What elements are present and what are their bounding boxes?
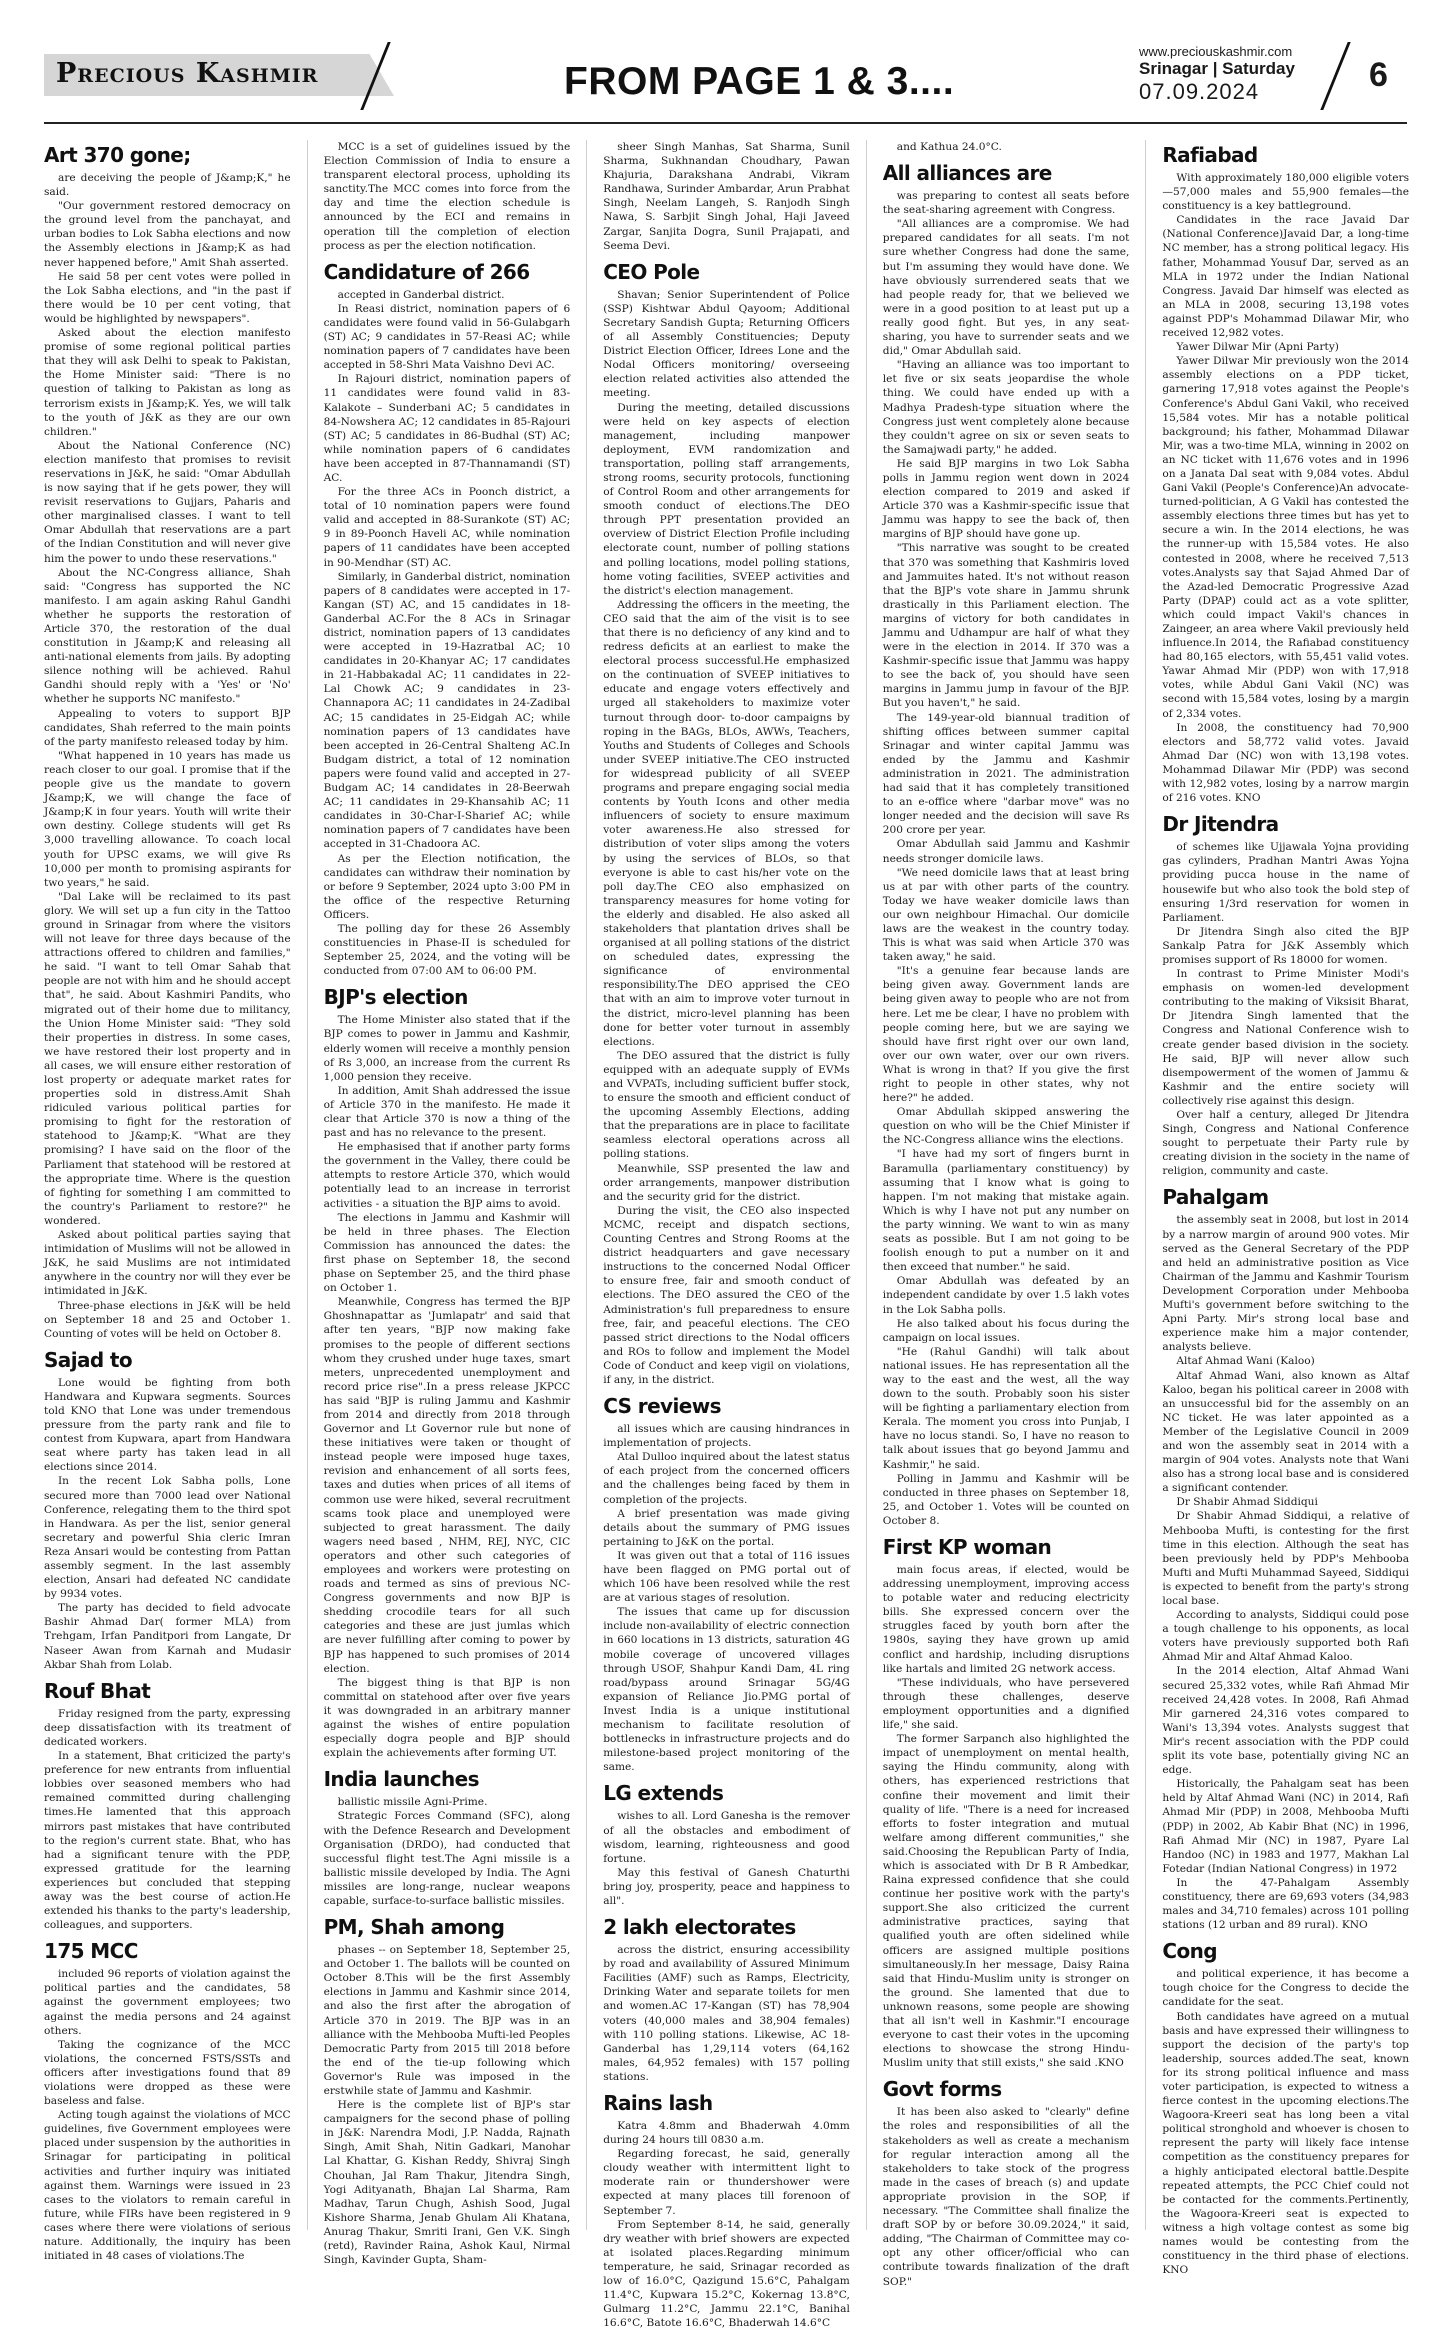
issue-date: 07.09.2024 — [1139, 79, 1260, 104]
article-section — [324, 259, 571, 979]
article-paragraph: the assembly seat in 2008, but lost in 2014 by a narrow margin of around 900 votes. Mir served as the General Secretary of the PDP and held an administrative position as Vice Chairman of the Jammu and Kashmir Tourism Development Corporation under Mehbooba Mufti's government before switching to the Apni Party. Mir's strong local base and experience make him a major contender, analysts believe. — [1162, 1214, 1410, 1354]
article-heading: Dr Jitendra — [1162, 812, 1279, 837]
article-paragraph: ballistic missile Agni-Prime. — [337, 1796, 488, 1809]
article-heading: 175 MCC — [44, 1939, 138, 1964]
article-paragraph: and political experience, it has become a tough choice for the Congress to decide the candidate for the seat. — [1162, 1968, 1410, 2009]
article-paragraph: was preparing to contest all seats before the seat-sharing agreement with Congress. — [882, 190, 1130, 217]
article-paragraph: In Reasi district, nomination papers of 6 candidates were found valid in 56-Gulabgarh (ST) AC; 9 candidates in 57-Reasi AC; while nomination papers of 7 candidates have been accepted in 58-Shri Mata Vaishno Devi AC. — [323, 302, 571, 372]
article-paragraph: With approximately 180,000 eligible voters—57,000 males and 55,900 females—the constituency is a key battleground. — [1162, 172, 1410, 213]
article-paragraph: He also talked about his focus during the campaign on local issues. — [882, 1317, 1130, 1344]
article-section — [1162, 1938, 1409, 2277]
article-section — [324, 984, 571, 1760]
masthead-meta — [1139, 44, 1329, 105]
article-paragraph: Regarding forecast, he said, generally cloudy weather with intermittent light to moderate rain or thundershower were expected at many places till forenoon of September 7. — [603, 2148, 850, 2217]
article-paragraph: About the NC-Congress alliance, Shah said: "Congress has supported the NC manifesto. I am again asking Rahul Gandhi whether he supports the restoration of Article 370, the restoration of the dual constitution in J&amp;K and releasing all anti-national elements from jails. By adopting silence nothing will be achieved. Rahul Gandhi should reply with a 'Yes' or 'No' whether he supports NC manifesto." — [44, 566, 291, 706]
article-paragraph: wishes to all. Lord Ganesha is the remover of all the obstacles and embodiment of wisdom, learning, righteousness and good fortune. — [603, 1810, 850, 1865]
article-paragraph: He emphasised that if another party forms the government in the Valley, there could be attempts to restore Article 370, which would potentially lead to an increase in terrorist activities - a situation the BJP aims to avoid. — [323, 1141, 571, 1210]
article-paragraph: Omar Abdullah said Jammu and Kashmir needs stronger domicile laws. — [882, 838, 1130, 865]
article-paragraph: included 96 reports of violation against the political parties and the candidates, 58 against the government employees; two against the media persons and 24 against others. — [44, 1968, 291, 2037]
article-section — [324, 140, 571, 253]
article-section — [603, 1914, 850, 2084]
article-paragraph: About the National Conference (NC) election manifesto that promises to revisit reservations in J&K, he said: "Omar Abdullah is now saying that if he gets power, they will revisit reservations to Gujjars, Paharis and other marginalised classes. I want to tell Omar Abdullah that reservations are a part of the Indian Constitution and will never give him the power to undo these reservations." — [44, 439, 291, 565]
article-section — [603, 2090, 850, 2330]
brand-logo: Precious Kashmir — [56, 58, 319, 89]
article-section — [883, 160, 1130, 1528]
section-title: FROM PAGE 1 & 3.... — [564, 60, 955, 103]
article-paragraph: Altaf Ahmad Wani (Kaloo) — [1176, 1355, 1315, 1368]
article-paragraph: Shavan; Senior Superintendent of Police (SSP) Kishtwar Abdul Qayoom; Additional Secretary Sandish Gupta; Returning Officers of all Assembly Constituencies; Deputy District Election Officer, Idrees Lone and the Nodal Officers monitoring/ overseeing election related activities also attended the meeting. — [603, 288, 850, 400]
article-heading: Rafiabad — [1162, 143, 1258, 167]
article-paragraph: Yawer Dilwar Mir (Apni Party) — [1176, 341, 1339, 354]
article-paragraph: Appealing to voters to support BJP candidates, Shah referred to the main points of the party manifesto released today by him. — [44, 707, 291, 748]
column-2 — [323, 140, 571, 2267]
article-paragraph: In contrast to Prime Minister Modi's emphasis on women-led development contributing to the making of Viksisit Bharat, Dr Jitendra Singh lamented that the Congress and National Conference wish to create gender based division in the society. He said, BJP will never allow such disempowerment of the women of Jammu & Kashmir and the entire society will collectively rise against this design. — [1162, 968, 1410, 1107]
article-heading: Rains lash — [603, 2091, 713, 2115]
column-divider — [586, 140, 587, 2230]
article-paragraph: "Our government restored democracy on the ground level from the panchayat, and urban bodies to Lok Sabha elections and now the Assembly elections in J&amp;K as had never happened before," Amit Shah asserted. — [44, 200, 291, 269]
article-paragraph: In Rajouri district, nomination papers of 11 candidates were found valid in 83-Kalakote – Sunderbani AC; 5 candidates in 84-Nowshera AC; 12 candidates in 85-Rajouri (ST) AC; 5 candidates in 86-Budhal (ST) AC; while nomination papers of 6 candidates have been accepted in 87-Thannamandi (ST) AC. — [323, 373, 571, 484]
article-heading: India launches — [323, 1767, 479, 1792]
article-paragraph: accepted in Ganderbal district. — [337, 288, 505, 301]
article-heading: Rouf Bhat — [44, 1678, 151, 1703]
article-paragraph: During the meeting, detailed discussions were held on key aspects of election management, including manpower deployment, EVM randomization and transportation, polling staff arrangements, strong rooms, security protocols, functioning of Control Room and other arrangements for smooth conduct of elections.The DEO through PPT presentation provided an overview of District Election Profile including electorate count, number of polling stations and polling locations, model polling stations, home voting facilities, SVEEP activities and the district's election management. — [603, 401, 850, 597]
article-paragraph: In the 2014 election, Altaf Ahmad Wani secured 25,332 votes, while Rafi Ahmad Mir received 24,428 votes. In 2008, Rafi Ahmad Mir garnered 24,316 votes compared to Wani's 13,394 votes. Analysts suggest that Mir's recent association with the PDP could split its vote base, potentially giving NC an edge. — [1162, 1665, 1410, 1777]
article-section — [883, 140, 1130, 154]
article-paragraph: From September 8-14, he said, generally dry weather with brief showers are expected at isolated places.Regarding minimum temperature, he said, Srinagar recorded as low of 16.0°C, Qazigund 15.6°C, Pahalgam 11.4°C, Kupwara 15.2°C, Kokernag 13.8°C, Gulmarg 11.2°C, Jammu 22.1°C, Banihal 16.6°C, Batote 16.6°C, Bhaderwah 14.6°C — [603, 2218, 850, 2330]
article-paragraph: sheer Singh Manhas, Sat Sharma, Sunil Sharma, Sukhnandan Choudhary, Pawan Khajuria, Darakshana Andrabi, Vikram Randhawa, Surinder Ambardar, Arun Prabhat Singh, Neelam Langeh, S. Ranjodh Singh Nawa, S. Sarbjit Singh Johal, Haji Javeed Zargar, Sanjita Dogra, Sunil Prajapati, and Seema Devi. — [603, 141, 850, 252]
article-paragraph: and Kathua 24.0°C. — [896, 141, 1002, 153]
article-paragraph: He said BJP margins in two Lok Sabha polls in Jammu region went down in 2024 election compared to 2019 and asked if Article 370 was a Kashmir-specific issue that Jammu was happy to see the back of, then margins of BJP should have gone up. — [882, 457, 1130, 541]
article-paragraph: Historically, the Pahalgam seat has been held by Altaf Ahmad Wani (NC) in 2014, Rafi Ahmad Mir (PDP) in 2008, Mehbooba Mufti (PDP) in 2002, Ab Kabir Bhat (NC) in 1996, Rafi Ahmad Mir (NC) in 1987, Pyare Lal Handoo (NC) in 1983 and 1977, Makhan Lal Fotedar (Indian National Congress) in 1972 — [1162, 1778, 1410, 1875]
article-paragraph: of schemes like Ujjawala Yojna providing gas cylinders, Pradhan Mantri Awas Yojna providing pucca house in the name of housewife but who also took the bold step of ensuring 1/3rd reservation for women in Parliament. — [1162, 841, 1410, 924]
article-paragraph: During the visit, the CEO also inspected MCMC, receipt and dispatch sections, Counting Centres and Strong Rooms at the district headquarters and gave necessary instructions to the concerned Nodal Officer to ensure free, fair and smooth conduct of elections. The DEO assured the CEO of the Administration's full preparedness to ensure free, fair, and peaceful elections. The CEO passed strict directions to the Nodal officers and ROs to follow and implement the Model Code of Conduct and keep vigil on violations, if any, in the district. — [603, 1204, 850, 1386]
article-paragraph: "Dal Lake will be reclaimed to its past glory. We will set up a fun city in the Tattoo ground in Srinagar from where the visitors will not leave for three days because of the attractions offered to children and families," he said. "I want to tell Omar Sahab that people are not with him and he should accept that", he said. About Kashmiri Pandits, who migrated out of their home due to militancy, the Union Home Minister said: "They sold their properties in distress. In some cases, we have restored their lost property and in all cases, we will ensure either restoration of lost property or adequate market rates for properties sold in distress.Amit Shah ridiculed various political parties for promising to fight for the restoration of statehood to J&amp;K. "What are they promising? I have said on the floor of the Parliament that statehood will be restored at the appropriate time. Where is the question of fighting for something I am committed to the country's Parliament to restore?" he wondered. — [44, 890, 291, 1227]
article-heading: Govt forms — [882, 2077, 1002, 2102]
article-heading: CS reviews — [603, 1394, 721, 1419]
article-paragraph: Dr Shabir Ahmad Siddiqui, a relative of Mehbooba Mufti, is contesting for the first time in this election. Although the seat has been previously held by PDP's Mehbooba Mufti and Mufti Muhammad Sayeed, Siddiqui is expected to benefit from the party's strong local base. — [1162, 1510, 1410, 1607]
article-section — [44, 1347, 291, 1672]
column-divider — [307, 140, 308, 2230]
article-paragraph: Candidates in the race Javaid Dar (National Conference)Javaid Dar, a long-time NC member, has a strong political legacy. His father, Mohammad Yousuf Dar, served as an MLA in 1972 under the Indian National Congress. Javaid Dar himself was elected as an MLA in 2008, securing 13,198 votes against PDP's Mohammad Dilawar Mir, who received 12,982 votes. — [1162, 214, 1410, 340]
article-heading: CEO Pole — [603, 259, 700, 284]
article-section — [324, 1914, 571, 2267]
article-paragraph: It has been also asked to "clearly" define the roles and responsibilities of all the stakeholders as well as create a mechanism for regular interaction among all the stakeholders to take stock of the progress made in the cases of breach (s) and update appropriate provision in the SOP, if necessary. "The Committee shall finalize the draft SOP by or before 30.09.2024," it said, adding, "The Chairman of Committee may co-opt any other officer/official who can contribute towards finalization of the draft SOP." — [882, 2106, 1130, 2288]
article-paragraph: Dr Jitendra Singh also cited the BJP Sankalp Patra for J&K Assembly which promises support of Rs 18000 for women. — [1162, 925, 1410, 966]
page-number: 6 — [1369, 56, 1388, 94]
article-paragraph: Three-phase elections in J&K will be held on September 18 and 25 and October 1. Counting of votes will be held on October 8. — [44, 1299, 291, 1340]
article-heading: PM, Shah among — [323, 1915, 505, 1940]
article-paragraph: Both candidates have agreed on a mutual basis and have expressed their willingness to support the decision of the party's top leadership, sources added.The seat, known for its strong political influence and mass voter participation, is expected to witness a fierce contest in the upcoming elections.The Wagoora-Kreeri seat has long been a vital political stronghold and whoever is chosen to represent the party will likely face intense competition as the constituency prepares for a highly anticipated electoral battle.Despite repeated attempts, the PCC Chief could not be contacted for the comments.Pertinently, the Wagoora-Kreeri seat is expected to witness a high voltage contest as some big names would be contesting from the constituency in the third phase of elections. KNO — [1162, 2010, 1410, 2277]
column-4 — [882, 140, 1130, 2288]
article-paragraph: Dr Shabir Ahmad Siddiqui — [1176, 1496, 1318, 1509]
article-paragraph: It was given out that a total of 116 issues have been flagged on PMG portal out of which 106 have been resolved while the rest are at various stages of resolution. — [603, 1549, 850, 1605]
article-paragraph: are deceiving the people of J&amp;K," he said. — [44, 172, 291, 199]
article-paragraph: Yawer Dilwar Mir previously won the 2014 assembly elections on a PDP ticket, garnering 17,918 votes against the People's Conference's Abdul Gani Vakil, who received 15,584 votes. Mir has a notable political background; his father, Mohammad Dilawar Mir, was a two-time MLA, winning in 2002 on an NC ticket with 11,676 votes and in 1996 on a Janata Dal seat with 9,084 votes. Abdul Gani Vakil (People's Conference)An advocate-turned-politician, A G Vakil has contested the assembly elections three times but has yet to secure a win. In the 2014 elections, he was the runner-up with 15,584 votes. He also contested in 2008, where he received 7,513 votes.Analysts say that Sajad Ahmed Dar of the Azad-led Democratic Progressive Azad Party (DPAP) could act as a vote splitter, which could impact Vakil's chances in Zaingeer, an area where Vakil previously held influence.In 2014, the Rafiabad constituency had 80,165 electors, with 55,451 valid votes. Yawar Ahmad Mir (PDP) won with 17,918 votes, while Abdul Gani Vakil (NC) was second with 15,584 votes, losing by a margin of 2,334 votes. — [1162, 355, 1410, 720]
article-paragraph: As per the Election notification, the candidates can withdraw their nomination by or before 9 September, 2024 upto 3:00 PM in the office of the respective Returning Officers. — [323, 852, 571, 921]
article-section — [1162, 142, 1409, 805]
website-url[interactable]: www.preciouskashmir.com — [1139, 44, 1293, 59]
article-section — [603, 1393, 850, 1774]
article-paragraph: The party has decided to field advocate Bashir Ahmad Dar( former MLA) from Trehgam, Irfan Panditpori from Langate, Dr Naseer Awan from Karnah and Mudasir Akbar Shah from Lolab. — [44, 1602, 291, 1671]
column-5 — [1162, 140, 1410, 2277]
article-section — [603, 1780, 850, 1908]
article-heading: LG extends — [603, 1781, 724, 1806]
article-section — [1162, 1184, 1409, 1932]
article-paragraph: The polling day for these 26 Assembly constituencies in Phase-II is scheduled for September 25, 2024, and the voting will be conducted from 07:00 AM to 06:00 PM. — [323, 922, 571, 978]
article-columns — [44, 140, 1410, 2330]
article-paragraph: The elections in Jammu and Kashmir will be held in three phases. The Election Commission has announced the dates: the first phase on September 18, the second phase on September 25, and the third phase on October 1. — [323, 1211, 571, 1295]
article-paragraph: Omar Abdullah was defeated by an independent candidate by over 1.5 lakh votes in the Lok Sabha polls. — [882, 1275, 1130, 1316]
article-paragraph: May this festival of Ganesh Chaturthi bring joy, prosperity, peace and happiness to all". — [603, 1866, 850, 1907]
article-paragraph: Friday resigned from the party, expressing deep dissatisfaction with its treatment of dedicated workers. — [44, 1707, 291, 1748]
article-heading: Art 370 gone; — [44, 143, 191, 167]
article-paragraph: Meanwhile, SSP presented the law and order arrangements, manpower distribution and the security grid for the district. — [603, 1162, 850, 1203]
header-rule — [44, 122, 1407, 124]
article-paragraph: He said 58 per cent votes were polled in the Lok Sabha elections, and "in the past if there would be 10 per cent voting, that would be highlighted by newspapers". — [44, 270, 291, 325]
article-heading: All alliances are — [882, 161, 1052, 186]
article-paragraph: In the 47-Pahalgam Assembly constituency, there are 69,693 voters (34,983 males and 34,710 females) across 101 polling stations (12 urban and 89 rural). KNO — [1162, 1876, 1410, 1932]
article-paragraph: Lone would be fighting from both Handwara and Kupwara segments. Sources told KNO that Lone was under tremendous pressure from the party rank and file to contest from Kupwara, apart from Handwara seat where party has taken lead in all elections since 2014. — [44, 1376, 291, 1474]
article-paragraph: "I have had my sort of fingers burnt in Baramulla (parliamentary constituency) by assuming that I know what is going to happen. I'm not making that mistake again. Which is why I have not put any number on the party winning. We want to win as many seats as possible. But I am not going to be foolish enough to put a number on it and then exceed that number." he said. — [882, 1148, 1130, 1274]
article-paragraph: MCC is a set of guidelines issued by the Election Commission of India to ensure a transparent electoral process, upholding its sanctity.The MCC comes into force from the day and time the election schedule is announced by the ECI and remains in operation till the completion of election process as per the election notification. — [323, 141, 571, 252]
article-section — [324, 1766, 571, 1908]
article-paragraph: Asked about political parties saying that intimidation of Muslims will not be allowed in J&K, he said Muslims are not intimidated anywhere in the country nor will they ever be intimidated in J&K. — [44, 1229, 291, 1298]
article-paragraph: Similarly, in Ganderbal district, nomination papers of 8 candidates were accepted in 17- Kangan (ST) AC, and 15 candidates in 18- Ganderbal AC.For the 8 ACs in Srinagar district, nomination papers of 13 candidates were accepted in 19-Hazratbal AC; 10 candidates in 20-Khanyar AC; 17 candidates in 21-Habbakadal AC; 11 candidates in 22-Lal Chowk AC; 9 candidates in 23-Channapora AC; 11 candidates in 24-Zadibal AC; 15 candidates in 25-Eidgah AC; while nomination papers of 13 candidates have been accepted in 26-Central Shalteng AC.In Budgam district, a total of 12 nomination papers were found valid and accepted in 27-Budgam AC; 14 candidates in 28-Beerwah AC; 11 candidates in 29-Khansahib AC; 11 candidates in 30-Char-I-Sharief AC; while nomination papers of 7 candidates have been accepted in 31-Chadoora AC. — [323, 570, 571, 851]
article-paragraph: The issues that came up for discussion include non-availability of electric connection in 660 locations in 13 districts, saturation 4G mobile coverage of uncovered villages through USOF, Shahpur Kandi Dam, 4L ring road/bypass around Srinagar 5G/4G expansion of Reliance Jio.PMG portal of Invest India is a unique institutional mechanism to facilitate resolution of bottlenecks in infrastructure projects and do milestone-based project monitoring of the same. — [603, 1606, 850, 1774]
column-1 — [44, 140, 291, 2263]
article-paragraph: "He (Rahul Gandhi) will talk about national issues. He has representation all the way to the east and the west, all the way down to the south. Probably soon his sister will be fighting a parliamentary election from Kerala. The moment you cross into Punjab, I have no locus standi. So, I have no reason to talk about issues that go beyond Jammu and Kashmir," he said. — [882, 1345, 1130, 1471]
article-paragraph: In a statement, Bhat criticized the party's preference for new entrants from influential lobbies over seasoned members who had remained committed during challenging times.He lamented that this approach mirrors past mistakes that have contributed to the region's current state. Bhat, who has had a significant tenure with the PDP, expressed gratitude for the learning experiences but concluded that stepping away was the best course of action.He extended his thanks to the party's leadership, colleagues, and supporters. — [44, 1750, 291, 1932]
masthead — [44, 40, 1414, 112]
article-heading: Pahalgam — [1162, 1185, 1269, 1210]
article-paragraph: In 2008, the constituency had 70,900 electors and 58,772 valid votes. Javaid Ahmad Dar (NC) won with 13,198 votes. Mohammad Dilawar Mir (PDP) was second with 12,982 votes, losing by a narrow margin of 216 votes. KNO — [1162, 721, 1410, 805]
article-paragraph: Here is the complete list of BJP's star campaigners for the second phase of polling in J&K: Narendra Modi, J.P. Nadda, Rajnath Singh, Amit Shah, Nitin Gadkari, Manohar Lal Khattar, G. Kishan Reddy, Shivraj Singh Chouhan, Jal Ram Thakur, Jitendra Singh, Yogi Adityanath, Bhajan Lal Sharma, Ram Madhav, Tarun Chugh, Ashish Sood, Jugal Kishore Sharma, Jenab Ghulam Ali Khatana, Anurag Thakur, Smriti Irani, Gen V.K. Singh (retd), Ravinder Raina, Ashok Kaul, Nirmal Singh, Kavinder Gupta, Sham- — [323, 2099, 571, 2267]
article-paragraph: phases -- on September 18, September 25, and October 1. The ballots will be counted on October 8.This will be the first Assembly elections in Jammu and Kashmir since 2014, and also the first after the abrogation of Article 370 in 2019. The BJP was in an alliance with the Mehbooba Mufti-led Peoples Democratic Party from 2015 till 2018 before the end of the tie-up following which Governor's Rule was imposed in the erstwhile state of Jammu and Kashmir. — [323, 1944, 571, 2097]
article-heading: 2 lakh electorates — [603, 1915, 796, 1940]
article-paragraph: Meanwhile, Congress has termed the BJP Ghoshnapattar as 'Jumlapatr' and said that after ten years, "BJP now making fake promises to the people of different sections whom they crushed under huge taxes, smart meters, unprecedented unemployment and record price rise".In a press release JKPCC has said "BJP is ruling Jammu and Kashmir from 2014 and directly from 2018 through Governor and Lt Governor rule but none of these initiatives were taken or thought of instead people were imposed huge taxes, revision and enhancement of all sorts fees, taxes and duties when prices of all items of common use were hiked, several recruitment scams took place and unemployed were subjected to great harassment. The daily wagers need based , NHM, REJ, NYC, CIC operators and other such categories of employees and workers were protesting on roads and termed as sins of previous NC- Congress governments and now BJP is shedding crocodile tears for all such categories and these are just jumlas which are never fulfilling after coming to power by BJP has happened to such promises of 2014 election. — [323, 1296, 571, 1675]
article-section — [883, 2076, 1130, 2288]
article-paragraph: all issues which are causing hindrances in implementation of projects. — [603, 1423, 850, 1450]
article-section — [44, 1938, 291, 2263]
article-paragraph: Taking the cognizance of the MCC violations, the concerned FSTS/SSTs and officers after investigations found that 89 violations were dropped as these were baseless and false. — [44, 2038, 291, 2108]
article-paragraph: Over half a century, alleged Dr Jitendra Singh, Congress and National Conference sought to perpetuate their Party rule by creating division in the society in the name of religion, community and caste. — [1162, 1109, 1410, 1178]
article-paragraph: Omar Abdullah skipped answering the question on who will be the Chief Minister if the NC-Congress alliance wins the elections. — [882, 1106, 1130, 1147]
article-section — [44, 1678, 291, 1933]
article-paragraph: "Having an alliance was too important to let five or six seats jeopardise the whole thing. We could have ended up with a Madhya Pradesh-type situation where the Congress just went completely alone because they couldn't agree on six or seven seats to the Samajwadi party," he added. — [882, 359, 1130, 456]
article-paragraph: "It's a genuine fear because lands are being given away. Government lands are being given away to people who are not from here. Let me be clear, I have no problem with people coming here, but we are saying we should have first right over our own land, over our own water, over our own rivers. What is wrong in that? If you give the first right to people in other states, why not here?" he added. — [882, 965, 1130, 1105]
article-heading: BJP's election — [323, 985, 468, 1010]
article-section — [603, 259, 850, 1387]
column-divider — [866, 140, 867, 2230]
article-paragraph: Acting tough against the violations of MCC guidelines, five Government employees were placed under suspension by the authorities in Srinagar for participating in political activities and further inquiry was initiated against them. Warnings were issued in 23 cases to the violators to remain careful in future, while FIRs have been registered in 9 cases where there were violations of serious nature. Additionally, the inquiry has been initiated in 48 cases of violations.The — [44, 2109, 291, 2263]
article-paragraph: main focus areas, if elected, would be addressing unemployment, improving access to potable water and reducing electricity bills. She expressed concern over the struggles faced by youth born after the 1980s, saying they have grown up amid conflict and hardship, including disruptions like hartals and limited 2G network access. — [882, 1564, 1130, 1675]
article-paragraph: "These individuals, who have persevered through these challenges, deserve employment opportunities and a dignified life," she said. — [882, 1676, 1130, 1732]
place-day: Srinagar | Saturday — [1139, 59, 1295, 78]
article-paragraph: The former Sarpanch also highlighted the impact of unemployment on mental health, saying the Hindu community, along with others, has experienced restrictions that confine their movement and limit their quality of life. "There is a need for increased efforts to foster integration and mutual welfare among different communities," she said.Choosing the Republican Party of India, which is associated with Dr B R Ambedkar, Raina expressed confidence that she could continue her positive work with the party's support.She also criticized the current administrative practices, saying that qualified youth are often sidelined while officers are assigned multiple positions simultaneously.In her message, Daisy Raina said that Hindu-Muslim unity is stronger on the ground. She lamented that due to unknown reasons, some people are showing that all isn't well in Kashmir."I encourage everyone to cast their votes in the upcoming elections to showcase the strong Hindu-Muslim unity that still exists," she said .KNO — [882, 1733, 1130, 2070]
article-paragraph: Asked about the election manifesto promise of some regional political parties that they will ask Delhi to speak to Pakistan, the Home Minister said: "There is no question of talking to Pakistan as long as terrorism exists in J&amp;K. Yes, we will talk to the youth of J&K as they are our own children." — [44, 327, 291, 438]
article-paragraph: In addition, Amit Shah addressed the issue of Article 370 in the manifesto. He made it clear that Article 370 is now a thing of the past and has no relevance to the present. — [323, 1084, 571, 1140]
article-section — [883, 1534, 1130, 2070]
article-paragraph: According to analysts, Siddiqui could pose a tough challenge to his opponents, as local voters have previously supported both Rafi Ahmad Mir and Altaf Ahmad Kaloo. — [1162, 1609, 1410, 1664]
article-heading: Cong — [1162, 1939, 1217, 1964]
article-paragraph: The biggest thing is that BJP is non committal on statehood after over five years it was downgraded in an arbitrary manner against the wishes of entire population especially dogra people and BJP should explain the achievements after forming UT. — [323, 1676, 571, 1760]
article-heading: First KP woman — [882, 1535, 1052, 1559]
article-heading: Candidature of 266 — [323, 259, 530, 284]
article-heading: Sajad to — [44, 1347, 133, 1372]
article-paragraph: Addressing the officers in the meeting, the CEO said that the aim of the visit is to see that there is no deficiency of any kind and to redress deficits at an earliest to make the electoral process successful.He emphasized on the continuation of SVEEP initiatives to educate and engage voters effectively and urged all stakeholders to maximize voter turnout through door- to-door campaigns by roping in the BAGs, BLOs, AWWs, Teachers, Youths and Students of Colleges and Schools under SVEEP initiative.The CEO instructed for widespread publicity of all SVEEP programs and prepare engaging social media contents by Youth Icons and other media influencers of society to ensure maximum voter awareness.He also stressed for distribution of voter slips among the voters by using the services of BLOs, so that everyone is able to cast his/her vote on the poll day.The CEO also emphasized on transparency measures for home voting for the elderly and disabled. He also asked all stakeholders that plantation drives shall be organised at all polling stations of the district on scheduled dates, expressing the significance of environmental responsibility.The DEO apprised the CEO that with an aim to improve voter turnout in the district, micro-level planning has been done for better voter turnout in assembly elections. — [603, 598, 850, 1048]
article-paragraph: In the recent Lok Sabha polls, Lone secured more than 7000 lead over National Conference, relegating them to the third spot in Handwara. As per the list, senior general secretary and powerful Shia cleric Imran Reza Ansari would be contesting from Pattan assembly segment. In the last assembly election, Ansari had defeated NC candidate by 9934 votes. — [44, 1475, 291, 1601]
article-section — [44, 142, 291, 1341]
article-paragraph: "This narrative was sought to be created that 370 was something that Kashmiris loved and Jammuites hated. It's not without reason that the BJP's vote share in Jammu shrunk drastically in this Parliament election. The margins of victory for both candidates in Jammu and Udhampur are half of what they were in the election in 2014. If 370 was a Kashmir-specific issue that Jammu was happy to see the back of, you should have seen margins in Jammu jump in favour of the BJP. But you haven't," he said. — [882, 542, 1130, 710]
article-paragraph: Altaf Ahmad Wani, also known as Altaf Kaloo, began his political career in 2008 with an unsuccessful bid for the assembly on an NC ticket. He was later appointed as a Member of the Legislative Council in 2009 and won the assembly seat in 2014 with a margin of 904 votes. Analysts note that Wani also has a strong local base and is considered a significant contender. — [1162, 1369, 1410, 1495]
article-paragraph: "All alliances are a compromise. We had prepared candidates for all seats. I'm not sure whether Congress had done the same, but I'm assuming they would have done. We have obviously surrendered seats that we had people ready for, that we believed we were in a good position to at least put up a really good fight. But yes, in any seat-sharing, you have to surrender seats and we did," Omar Abdullah said. — [882, 218, 1130, 358]
article-paragraph: A brief presentation was made giving details about the summary of PMG issues pertaining to J&K on the portal. — [603, 1507, 850, 1548]
article-paragraph: Atal Dulloo inquired about the latest status of each project from the concerned officers and the challenges being faced by them in completion of the projects. — [603, 1451, 850, 1506]
column-3 — [603, 140, 850, 2330]
article-section — [1162, 811, 1409, 1178]
article-paragraph: For the three ACs in Poonch district, a total of 10 nomination papers were found valid and accepted in 88-Surankote (ST) AC; 9 in 89-Poonch Haveli AC, while nomination papers of 11 candidates have been accepted in 90-Mendhar (ST) AC. — [323, 486, 571, 569]
article-paragraph: The Home Minister also stated that if the BJP comes to power in Jammu and Kashmir, elderly women will receive a monthly pension of Rs 3,000, an increase from the current Rs 1,000 pension they receive. — [323, 1014, 571, 1083]
column-divider — [1145, 140, 1146, 2230]
article-paragraph: Strategic Forces Command (SFC), along with the Defence Research and Development Organisation (DRDO), had conducted that successful flight test.The Agni missile is a ballistic missile developed by India. The Agni missiles are long-range, nuclear weapons capable, surface-to-surface ballistic missiles. — [323, 1810, 571, 1907]
article-section — [603, 140, 850, 253]
article-paragraph: Katra 4.8mm and Bhaderwah 4.0mm during 24 hours till 0830 a.m. — [603, 2120, 850, 2147]
article-paragraph: across the district, ensuring accessibility by road and availability of Assured Minimum Facilities (AMF) such as Ramps, Electricity, Drinking Water and separate toilets for men and women.AC 17-Kangan (ST) has 78,904 voters (40,000 males and 38,904 females) with 110 polling stations. Likewise, AC 18-Ganderbal has 1,29,114 voters (64,162 males, 64,952 females) with 157 polling stations. — [603, 1944, 850, 2083]
article-paragraph: The 149-year-old biannual tradition of shifting offices between summer capital Srinagar and winter capital Jammu was ended by the Jammu and Kashmir administration in 2021. The administration had said that it has completely transitioned to an e-office where "darbar move" was no longer needed and the decision will save Rs 200 crore per year. — [882, 711, 1130, 837]
article-paragraph: The DEO assured that the district is fully equipped with an adequate supply of EVMs and VVPATs, including sufficient buffer stock, to ensure the smooth and efficient conduct of the upcoming Assembly Elections, adding that the preparations are in place to facilitate seamless electoral operations across all polling stations. — [603, 1049, 850, 1161]
article-paragraph: Polling in Jammu and Kashmir will be conducted in three phases on September 18, 25, and October 1. Votes will be counted on October 8. — [882, 1472, 1130, 1527]
article-paragraph: "What happened in 10 years has made us reach closer to our goal. I promise that if the people give us the mandate to govern J&amp;K, we will change the face of J&amp;K in four years. Youth will write their own destiny. College students will get Rs 3,000 travelling allowance. To coach local youth for UPSC exams, we will give Rs 10,000 per month to promising aspirants for two years," he said. — [44, 749, 291, 889]
article-paragraph: "We need domicile laws that at least bring us at par with other parts of the country. Today we have weaker domicile laws than our own neighbour Himachal. Our domicile laws are the weakest in the country today. This is what was said when Article 370 was taken away," he said. — [882, 866, 1130, 964]
